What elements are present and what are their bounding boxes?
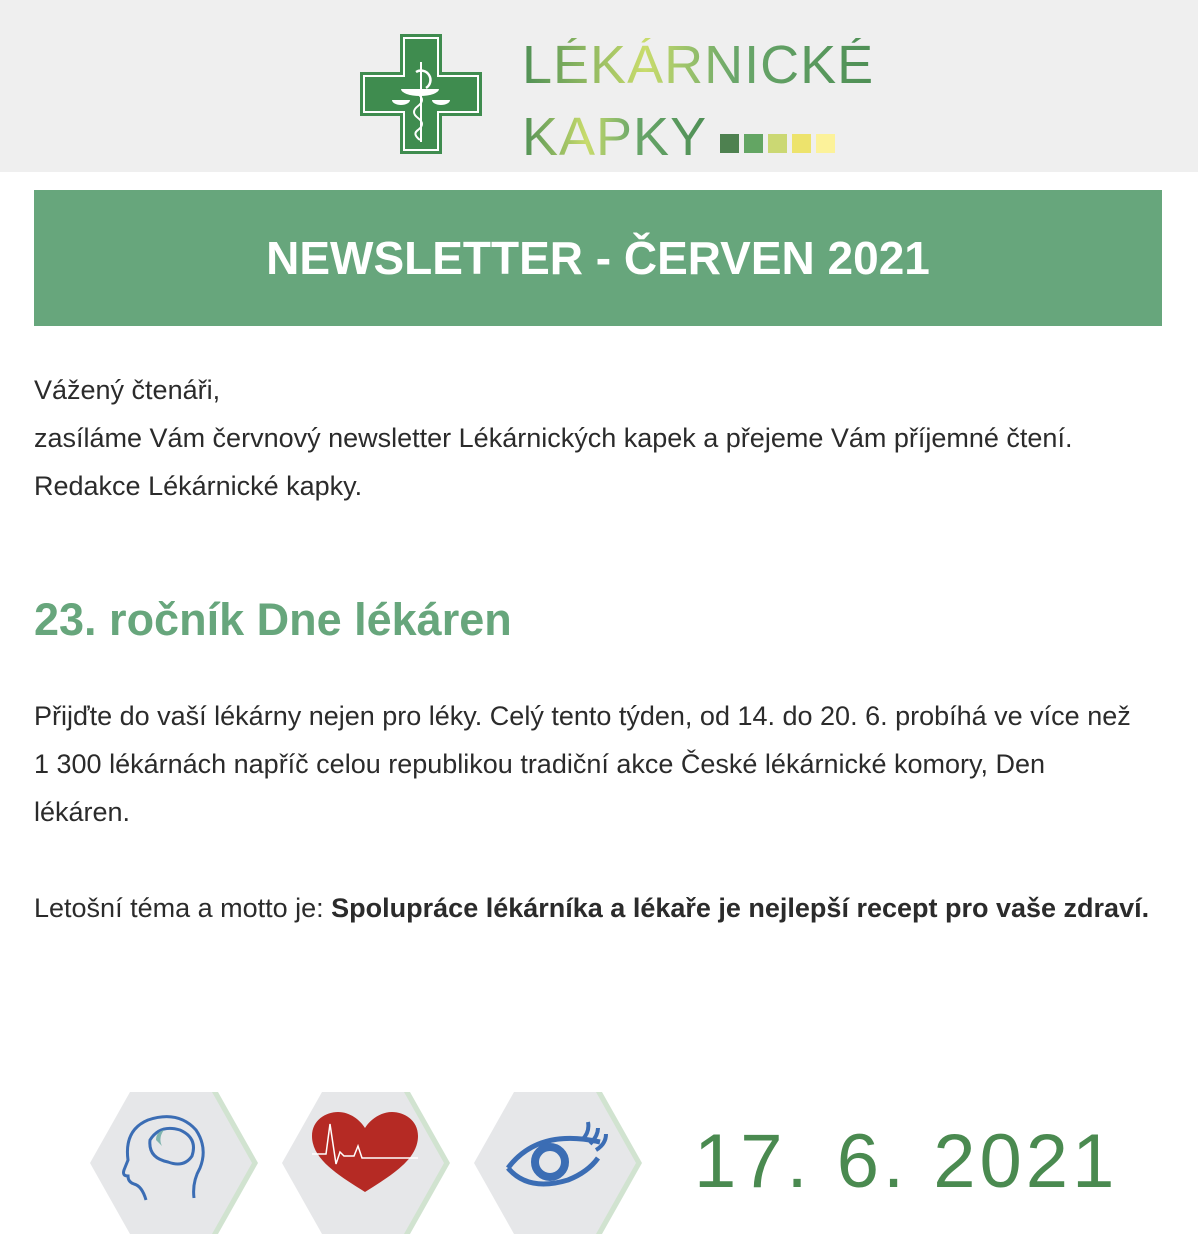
logo-line-2: KAPKY <box>522 107 708 167</box>
heart-icon <box>280 1090 450 1236</box>
pharmacy-cross-logo-icon <box>360 34 482 154</box>
article-heading: 23. ročník Dne lékáren <box>34 594 512 645</box>
eye-icon <box>472 1090 642 1236</box>
brain-icon <box>88 1090 258 1236</box>
article-paragraph: Přijďte do vaší lékárny nejen pro léky. Celý tento týden, od 14. do 20. 6. probíhá ve více než 1 300 lékárnách napříč celou republikou tradiční akce České lékárnické komory, Den lékáren. <box>34 701 1131 827</box>
motto-prefix: Letošní téma a motto je: <box>34 893 332 923</box>
intro <box>34 366 1164 510</box>
motto: Spolupráce lékárníka a lékaře je nejlepší recept pro vaše zdraví. <box>331 893 1150 923</box>
logo-squares <box>720 134 835 153</box>
event-date: 17. 6. 2021 <box>694 1119 1119 1204</box>
logo-square <box>744 134 763 153</box>
intro-text: zasíláme Vám červnový newsletter Lékárnických kapek a přejeme Vám příjemné čtení. <box>34 423 1073 453</box>
motto-paragraph <box>34 884 1174 932</box>
header <box>0 0 1198 172</box>
newsletter-banner <box>34 190 1162 326</box>
greeting: Vážený čtenáři, <box>34 375 221 405</box>
logo-square <box>816 134 835 153</box>
signature: Redakce Lékárnické kapky. <box>34 471 363 501</box>
logo-square <box>792 134 811 153</box>
logo-line-1: LÉKÁRNICKÉ <box>522 35 875 95</box>
logo-square <box>768 134 787 153</box>
banner-title: NEWSLETTER - ČERVEN 2021 <box>266 232 930 284</box>
logo-square <box>720 134 739 153</box>
